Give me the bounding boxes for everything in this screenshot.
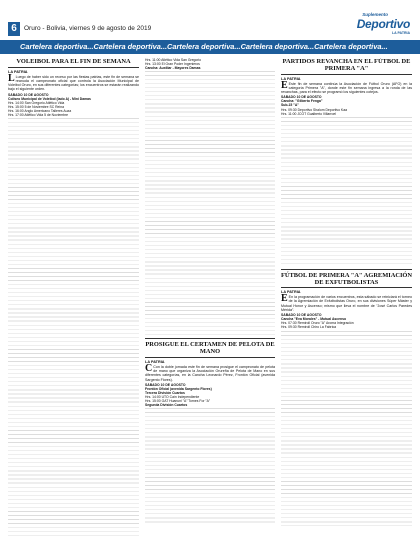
schedule-listing [8, 117, 139, 537]
divider [145, 338, 275, 339]
schedule-line: Hrs. 14:00 UTO Caín Independiente [145, 394, 200, 399]
logo-sub-label: LA PATRIA [391, 31, 410, 35]
article-source: LA PATRIA [281, 290, 301, 295]
logo-main-label: Deportivo [356, 17, 410, 31]
schedule-listing [281, 330, 412, 526]
article-source: LA PATRIA [145, 359, 165, 364]
article-intro-text: Luego de haber sido un receso por las fiestas patrias, este fin de semana se reanuda el campeonato oficial que controla la Asociación Municipal de Voleibol Oruro, en sus diferentes categorías; los encuentros se estarán realizando bajo el siguiente orden. [8, 74, 139, 92]
column-voleibol [8, 58, 139, 542]
schedule-line: Hrs. 11:00 JCOT Gualberto Villarroel [281, 111, 337, 116]
page-number: 6 [8, 22, 20, 36]
article-intro [281, 79, 412, 95]
schedule-line: Cancha: "Gilberto Fenga" [281, 99, 323, 104]
schedule-line: Hrs. 09:30 Remiroll Chiro La Fabrica [281, 325, 337, 330]
schedule-line: Hrs. 07:30 Remiroll Oruro "A" Aroma Integración [281, 321, 354, 326]
article-intro-text: Con la doble jornada este fin de semana prosigue el campeonato de pelota de mano que organiza la Asociación Orureña de Pelota de Mano en sus diferentes categorías, en la Cancha Leonardo Pérez, Frontón Oficial (avenida Sargento Flores). [145, 364, 275, 382]
schedule-line: Sub-15 "A" [281, 103, 299, 108]
schedule-line: Hrs. 15:00 5 de Noviembre SC Reina [8, 104, 64, 109]
drop-cap: E [281, 293, 288, 305]
schedule-line: Hrs. 11:00 Atlético Vida San Gregorio [145, 58, 202, 62]
article-intro [281, 295, 412, 312]
drop-cap: E [281, 79, 288, 91]
drop-cap: C [145, 362, 153, 374]
supplement-logo [338, 12, 410, 38]
schedule-line: Tercera División Cuartos [145, 390, 185, 395]
article-title: VOLEIBOL PARA EL FIN DE SEMANA [8, 58, 139, 68]
divider [281, 269, 412, 270]
article-intro-text: Este fin de semana continúa la Asociación de Fútbol Oruro (AFO) en la categoría Primera "A", donde este fin semana ingresa a la ronda de las revanchas, para el efecto se programó los siguientes cotejos. [281, 81, 412, 95]
schedule-line: Hrs. 09:30 Deportivo Shalom Deportivo Kaa [281, 107, 347, 112]
schedule-line: Coliseo Municipal de Voleibol (lado A) - Mini Damas [8, 96, 91, 101]
schedule-line: Cancha: Auxiliar - Mayores Damas [145, 66, 201, 71]
article-source: LA PATRIA [8, 69, 28, 74]
schedule-line: Hrs. 16:00 Anglo Americano Talleres Auza [8, 108, 72, 113]
schedule-listing [145, 407, 275, 525]
schedule-line: Cancha "Eva Morales" - Mutual Ascenso [281, 317, 347, 322]
schedule-line: Hrs. 13:00 El Gran Poder Ingenieros [145, 62, 200, 67]
article-intro [8, 72, 139, 92]
schedule-line: Hrs. 14:00 San Gregorio Atlético Vida [8, 100, 65, 105]
column-right [281, 58, 412, 542]
article-intro [145, 362, 275, 382]
schedule-line: SÁBADO 10 DE AGOSTO [145, 382, 186, 387]
schedule-line: Hrs. 15:00 GAT Huanuni "A" Tornes For "A" [145, 399, 211, 404]
section-banner: Cartelera deportiva...Cartelera deportiva...Cartelera deportiva...Cartelera deportiva...Cartelera deportiva... [0, 40, 420, 54]
logo-super-label: Suplemento [362, 12, 388, 17]
edition-date: Oruro - Bolivia, viernes 9 de agosto de 2019 [24, 25, 152, 32]
schedule-line: Hrs. 17:00 Atlético Vida 5 de Noviembre [8, 112, 69, 117]
page-header [8, 12, 412, 36]
schedule-date: SÁBADO 10 DE AGOSTO [8, 92, 49, 97]
article-intro-text: En la programación de varios encuentros, esta sábado se reiniciará el torneo de la Agremiación de Exfutbolistas Oruro, en sus divisiones Súper Máster y Mutual Honor y Ascenso; mismo que lleva el nombre de "José Carlos Paredes Mérida". [281, 295, 412, 313]
schedule-line: Frontón Oficial (avenida Sargento Flores) [145, 386, 212, 391]
article-title: PARTIDOS REVANCHA EN EL FÚTBOL DE PRIMERA "A" [281, 58, 412, 75]
column-middle [145, 58, 275, 542]
schedule-listing [281, 116, 412, 267]
article-source: LA PATRIA [281, 76, 301, 81]
article-title: FÚTBOL DE PRIMERA "A" AGREMIACIÓN DE EXFUTBOLISTAS [281, 272, 412, 289]
drop-cap: L [8, 72, 15, 84]
schedule-date: SÁBADO 10 DE AGOSTO [281, 95, 322, 100]
schedule-date: SÁBADO 10 DE AGOSTO [281, 313, 322, 318]
article-title: PROSIGUE EL CERTAMEN DE PELOTA DE MANO [145, 341, 275, 358]
schedule-listing [145, 70, 275, 336]
schedule-line: Segunda División Cuartos [145, 403, 188, 408]
